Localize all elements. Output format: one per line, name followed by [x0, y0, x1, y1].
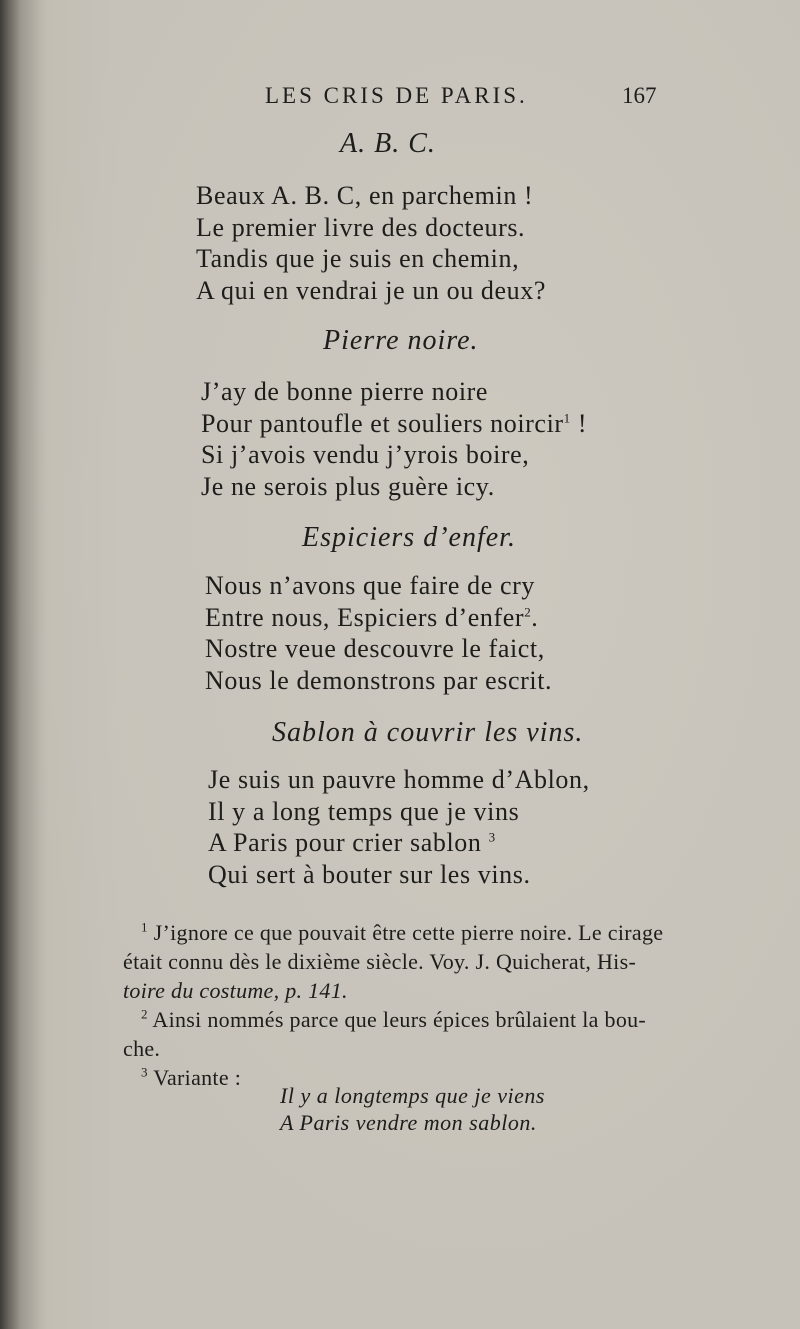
section-title-pierre-noire: Pierre noire.: [323, 325, 479, 356]
footnote-text: Variante :: [153, 1065, 242, 1090]
footnotes: [123, 918, 723, 1092]
footnote-text: était connu dès le dixième siècle. Voy. J. Quicherat, His-: [123, 949, 637, 974]
footnote-2-line: [123, 1005, 723, 1034]
footnote-text: che.: [123, 1036, 161, 1061]
footnote-text: toire du costume, p. 141.: [123, 978, 348, 1003]
variant-verse: [280, 1082, 545, 1136]
line-suffix: !: [570, 408, 588, 438]
verse-line: [205, 602, 552, 634]
footnote-text: Ainsi nommés parce que leurs épices brûlaient la bou-: [152, 1007, 647, 1032]
verse-line: Si j’avois vendu j’yrois boire,: [201, 440, 530, 469]
verse-line: Je suis un pauvre homme d’Ablon,: [208, 765, 590, 794]
verse-sablon: [208, 764, 590, 890]
verse-line-text: Entre nous, Espiciers d’enfer: [205, 602, 525, 632]
verse-line: Tandis que je suis en chemin,: [196, 244, 520, 273]
footnote-text: J’ignore ce que pouvait être cette pierre noire. Le cirage: [153, 920, 664, 945]
verse-abc: [196, 180, 546, 306]
verse-line: Qui sert à bouter sur les vins.: [208, 859, 531, 889]
footnote-1-line: [123, 947, 723, 976]
verse-line: Le premier livre des docteurs.: [196, 212, 526, 242]
verse-line: A qui en vendrai je un ou deux?: [196, 275, 547, 305]
verse-line: Nous le demonstrons par escrit.: [205, 665, 553, 695]
verse-line: Nostre veue descouvre le faict,: [205, 634, 545, 663]
verse-line: Beaux A. B. C, en parchemin !: [196, 181, 534, 210]
footnote-marker-3: 3: [488, 829, 496, 845]
footnote-2-line: [123, 1034, 723, 1063]
verse-line: [208, 827, 590, 859]
verse-espiciers: [205, 570, 552, 696]
verse-line-text: A Paris pour crier sablon: [208, 828, 482, 857]
verse-line: Je ne serois plus guère icy.: [201, 471, 495, 501]
verse-line: Nous n’avons que faire de cry: [205, 571, 536, 600]
variant-line: Il y a longtemps que je viens: [280, 1083, 545, 1108]
section-title-abc: A. B. C.: [340, 128, 436, 159]
footnote-number: 2: [141, 1006, 148, 1022]
footnote-1-line: [123, 918, 723, 947]
verse-line: J’ay de bonne pierre noire: [201, 377, 489, 406]
footnote-number: 3: [141, 1064, 148, 1080]
footnote-marker-2: 2: [524, 603, 532, 619]
verse-pierre-noire: [201, 376, 587, 502]
footnote-1-line: [123, 976, 723, 1005]
running-title: LES CRIS DE PARIS.: [265, 83, 528, 108]
verse-line-text: Pour pantoufle et souliers noircir: [201, 408, 564, 438]
footnote-marker-1: 1: [563, 409, 571, 425]
verse-line: [201, 408, 587, 440]
section-title-sablon: Sablon à couvrir les vins.: [272, 717, 584, 748]
gutter-shadow: [0, 0, 48, 1329]
page-number: 167: [622, 83, 657, 108]
verse-line: Il y a long temps que je vins: [208, 796, 520, 826]
section-title-espiciers: Espiciers d’enfer.: [302, 522, 516, 553]
line-suffix: .: [531, 602, 539, 632]
footnote-number: 1: [141, 919, 148, 935]
variant-line: A Paris vendre mon sablon.: [280, 1110, 537, 1135]
